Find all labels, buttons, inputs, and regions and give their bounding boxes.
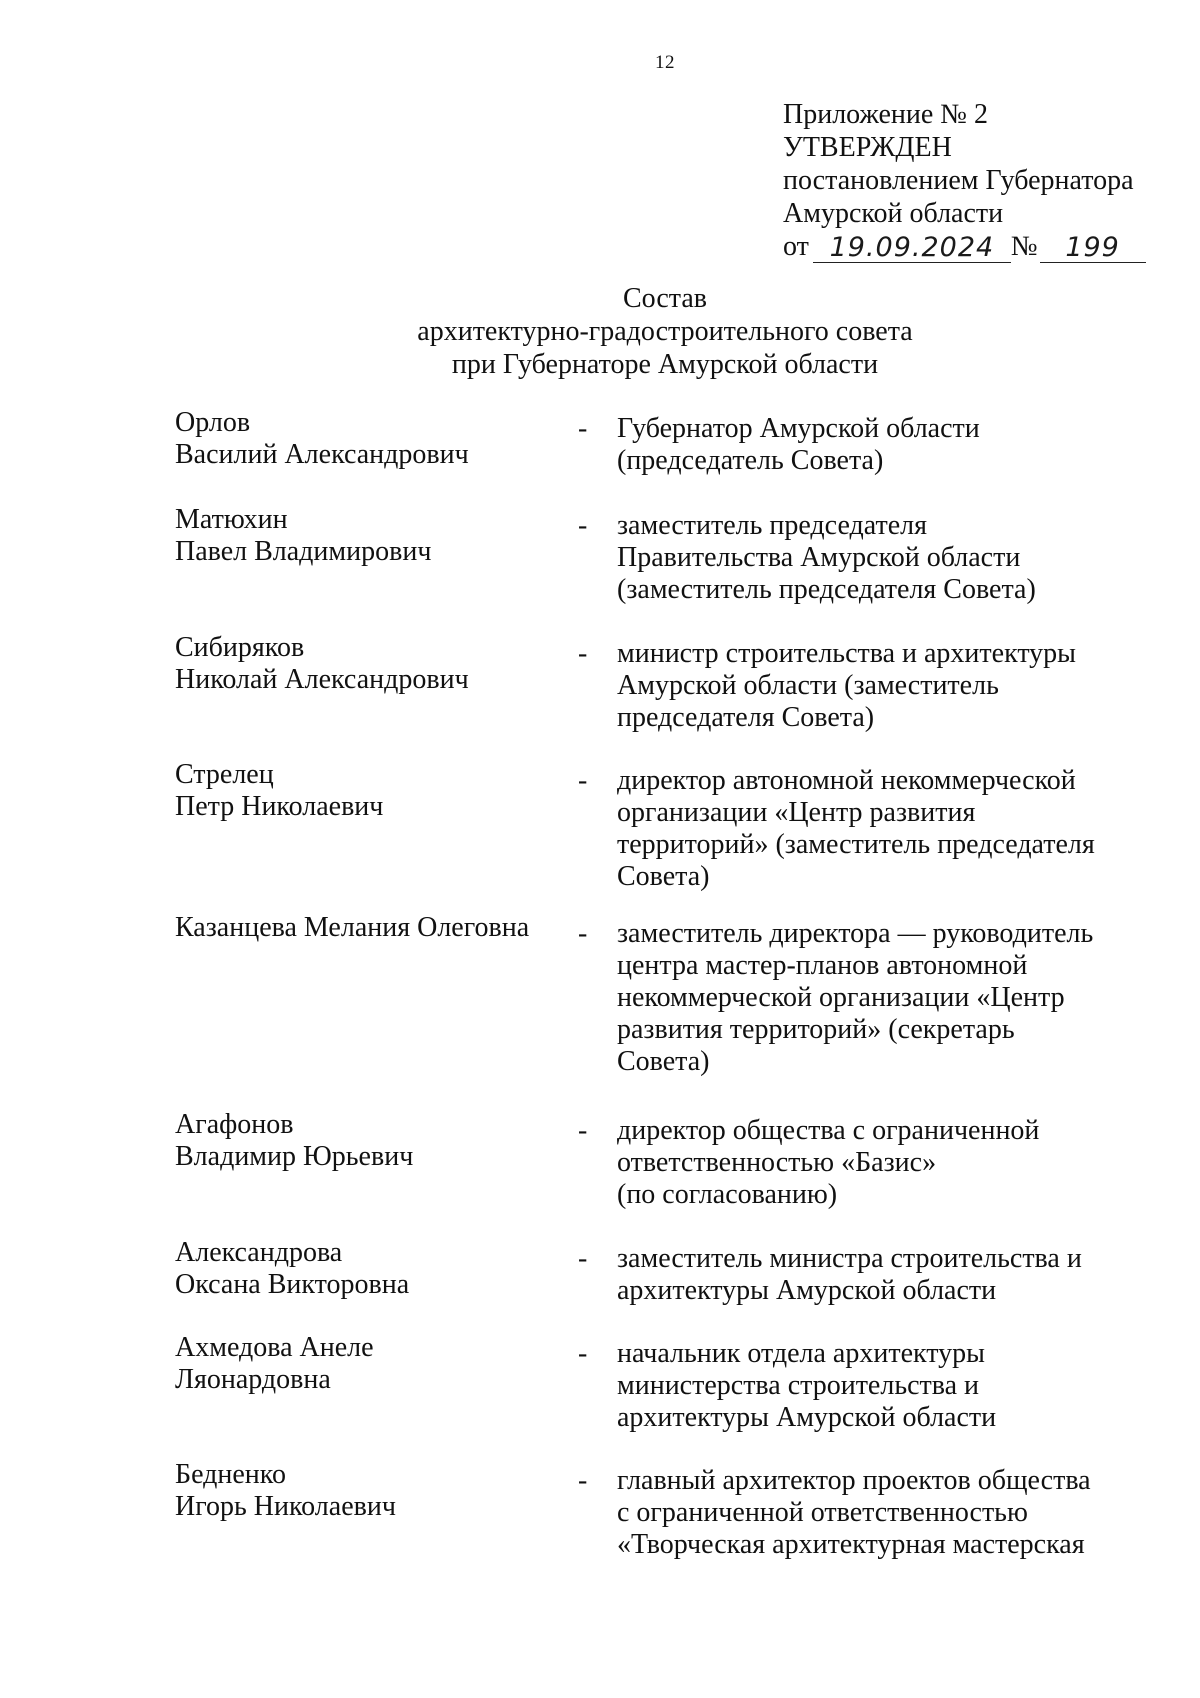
member-role	[617, 918, 1157, 1078]
region-label: Амурской области	[783, 198, 1004, 229]
member-name	[175, 759, 575, 823]
member-dash: -	[578, 918, 588, 949]
member-dash: -	[578, 1465, 588, 1496]
member-name-line: Игорь Николаевич	[175, 1491, 396, 1522]
member-role-line: (по согласованию)	[617, 1179, 838, 1210]
decree-label: постановлением Губернатора	[783, 165, 1134, 196]
member-role-line: Совета)	[617, 861, 710, 892]
approved-label: УТВЕРЖДЕН	[783, 132, 952, 163]
member-role-line: развития территорий» (секретарь	[617, 1014, 1015, 1045]
member-role	[617, 510, 1157, 606]
member-dash: -	[578, 765, 588, 796]
member-name-line: Агафонов	[175, 1109, 294, 1140]
member-role-line: ответственностью «Базис»	[617, 1147, 937, 1178]
member-name-line: Александрова	[175, 1237, 343, 1268]
member-name-line: Николай Александрович	[175, 664, 469, 695]
member-role-line: Губернатор Амурской области	[617, 413, 980, 444]
member-role	[617, 1115, 1157, 1211]
appendix-label: Приложение № 2	[783, 99, 988, 130]
member-role-line: начальник отдела архитектуры	[617, 1338, 985, 1369]
member-role-line: заместитель председателя	[617, 510, 927, 541]
member-role-line: министр строительства и архитектуры	[617, 638, 1076, 669]
member-role	[617, 1338, 1157, 1434]
member-role-line: организации «Центр развития	[617, 797, 976, 828]
approval-block	[783, 98, 1146, 263]
member-name	[175, 1109, 575, 1173]
member-role-line: архитектуры Амурской области	[617, 1275, 997, 1306]
member-dash: -	[578, 510, 588, 541]
member-role-line: (заместитель председателя Совета)	[617, 574, 1036, 605]
member-name-line: Оксана Викторовна	[175, 1269, 410, 1300]
member-role-line: (председатель Совета)	[617, 445, 884, 476]
member-name-line: Владимир Юрьевич	[175, 1141, 414, 1172]
member-name-line: Сибиряков	[175, 632, 305, 663]
member-role	[617, 1465, 1157, 1561]
member-name	[175, 912, 575, 944]
member-name	[175, 1332, 575, 1396]
member-name-line: Стрелец	[175, 759, 274, 790]
member-role-line: Совета)	[617, 1046, 710, 1077]
member-name-line: Василий Александрович	[175, 439, 469, 470]
member-role-line: заместитель директора — руководитель	[617, 918, 1094, 949]
member-name	[175, 632, 575, 696]
member-role-line: «Творческая архитектурная мастерская	[617, 1529, 1085, 1560]
member-name-line: Матюхин	[175, 504, 288, 535]
number-sign: №	[1010, 231, 1038, 262]
member-role-line: директор общества с ограниченной	[617, 1115, 1040, 1146]
member-role-line: территорий» (заместитель председателя	[617, 829, 1095, 860]
member-role-line: центра мастер-планов автономной	[617, 950, 1028, 981]
member-name	[175, 504, 575, 568]
member-name-line: Павел Владимирович	[175, 536, 432, 567]
member-name-line: Ахмедова Анеле	[175, 1332, 374, 1363]
member-name-line: Орлов	[175, 407, 251, 438]
member-dash: -	[578, 413, 588, 444]
member-role-line: директор автономной некоммерческой	[617, 765, 1076, 796]
member-role	[617, 765, 1157, 893]
member-name-line: Ляонардовна	[175, 1364, 331, 1395]
handwritten-number: 199	[1040, 234, 1146, 263]
member-role-line: председателя Совета)	[617, 702, 875, 733]
member-role	[617, 1243, 1157, 1307]
member-name-line: Бедненко	[175, 1459, 286, 1490]
title-line-1: Состав	[622, 283, 708, 314]
member-dash: -	[578, 1243, 588, 1274]
member-role-line: с ограниченной ответственностью	[617, 1497, 1028, 1528]
title-line-3: при Губернаторе Амурской области	[451, 349, 879, 380]
member-dash: -	[578, 638, 588, 669]
document-title	[0, 282, 1200, 381]
member-name	[175, 1459, 575, 1523]
handwritten-date: 19.09.2024	[813, 234, 1011, 263]
title-line-2: архитектурно-градостроительного совета	[417, 316, 913, 347]
date-number-line	[783, 230, 1146, 263]
member-role	[617, 638, 1157, 734]
member-dash: -	[578, 1115, 588, 1146]
member-role-line: архитектуры Амурской области	[617, 1402, 997, 1433]
member-role-line: Правительства Амурской области	[617, 542, 1021, 573]
member-name	[175, 1237, 575, 1301]
member-name-line: Казанцева Мелания Олеговна	[175, 912, 530, 943]
member-role	[617, 413, 1157, 477]
member-name	[175, 407, 575, 471]
page-number: 12	[655, 52, 675, 73]
member-name-line: Петр Николаевич	[175, 791, 384, 822]
member-role-line: министерства строительства и	[617, 1370, 980, 1401]
member-role-line: некоммерческой организации «Центр	[617, 982, 1065, 1013]
from-label: от	[783, 231, 809, 262]
member-role-line: главный архитектор проектов общества	[617, 1465, 1091, 1496]
member-role-line: Амурской области (заместитель	[617, 670, 999, 701]
member-role-line: заместитель министра строительства и	[617, 1243, 1082, 1274]
member-dash: -	[578, 1338, 588, 1369]
